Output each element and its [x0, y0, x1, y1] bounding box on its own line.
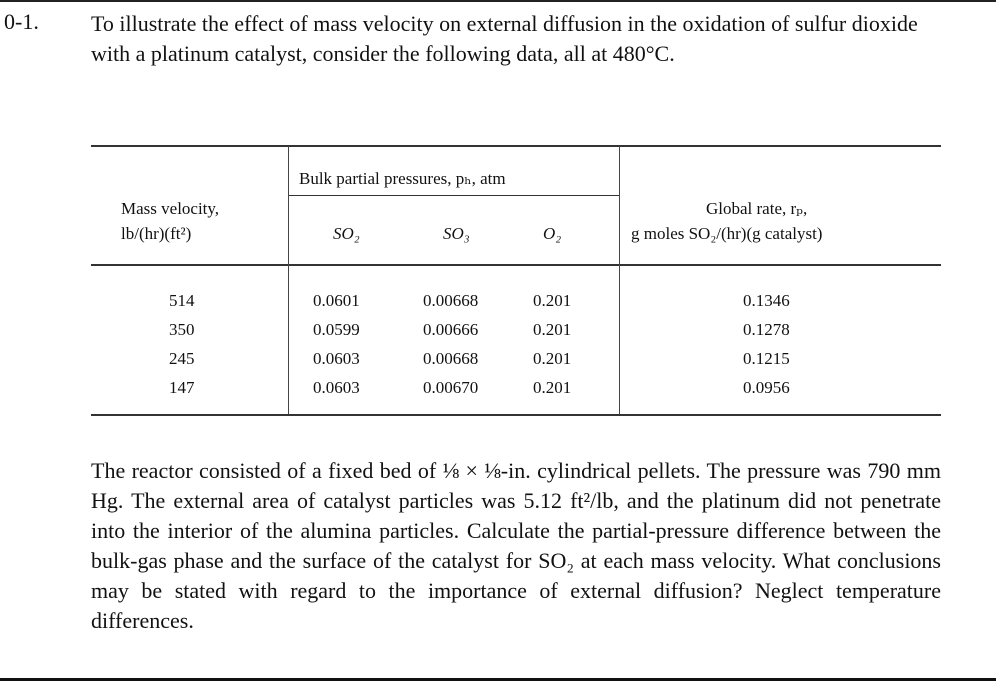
so2-column-header: SO₂ — [333, 224, 360, 243]
so3-column — [423, 286, 478, 402]
table-cell: 350 — [169, 320, 195, 339]
table-cell: 514 — [169, 291, 195, 310]
mass-velocity-units: lb/(hr)(ft²) — [121, 224, 192, 243]
table-cell: 0.00668 — [423, 349, 479, 368]
problem-number: 0-1. — [4, 9, 39, 34]
table-cell: 0.201 — [533, 378, 572, 397]
global-rate-column — [743, 286, 790, 402]
table-cell: 0.00668 — [423, 291, 479, 310]
table-bottom-rule — [91, 414, 941, 416]
table-cell: 0.0599 — [313, 320, 360, 339]
o2-column — [533, 286, 571, 402]
o2-column-header: O₂ — [543, 224, 562, 243]
data-table — [91, 142, 941, 418]
table-top-rule — [91, 145, 941, 147]
bulk-header-rule — [288, 195, 619, 196]
table-cell: 245 — [169, 349, 195, 368]
table-cell: 147 — [169, 378, 195, 397]
table-cell: 0.0603 — [313, 378, 360, 397]
col-divider-left — [288, 146, 289, 414]
header-bottom-rule — [91, 264, 941, 266]
table-cell: 0.0603 — [313, 349, 360, 368]
table-cell: 0.1346 — [743, 291, 790, 310]
table-cell: 0.0601 — [313, 291, 360, 310]
mass-velocity-column — [169, 286, 195, 402]
so3-column-header: SO₃ — [443, 224, 470, 243]
mass-velocity-header: Mass velocity, — [121, 199, 220, 218]
table-cell: 0.1278 — [743, 320, 790, 339]
table-cell: 0.1215 — [743, 349, 790, 368]
global-rate-header: Global rate, rₚ, — [706, 199, 808, 218]
problem-statement: The reactor consisted of a fixed bed of ⅛ × ⅛-in. cylindrical pellets. The pressure was 790 mm Hg. The external area of catalyst particles was 5.12 ft²/lb, and the platinum did not penetrate into the interior of the alumina particles. Calculate the partial-pressure difference between the bulk-gas phase and the surface of the catalyst for SO₂ at each mass velocity. What conclusions may be stated with regard to the importance of external diffusion? Neglect temperature differences. — [91, 458, 941, 633]
problem-intro: To illustrate the effect of mass velocity on external diffusion in the oxidation of sulfur dioxide with a platinum catalyst, consider the following data, all at 480°C. — [91, 11, 918, 66]
bottom-rule — [0, 678, 996, 681]
table-cell: 0.00670 — [423, 378, 479, 397]
top-rule — [0, 0, 996, 2]
col-divider-right — [619, 146, 620, 414]
table-cell: 0.201 — [533, 320, 572, 339]
global-rate-units: g moles SO₂/(hr)(g catalyst) — [631, 224, 823, 243]
so2-column — [313, 286, 360, 402]
table-cell: 0.0956 — [743, 378, 790, 397]
table-cell: 0.201 — [533, 349, 572, 368]
table-cell: 0.201 — [533, 291, 572, 310]
table-cell: 0.00666 — [423, 320, 479, 339]
bulk-pressures-header: Bulk partial pressures, pₕ, atm — [299, 169, 506, 188]
